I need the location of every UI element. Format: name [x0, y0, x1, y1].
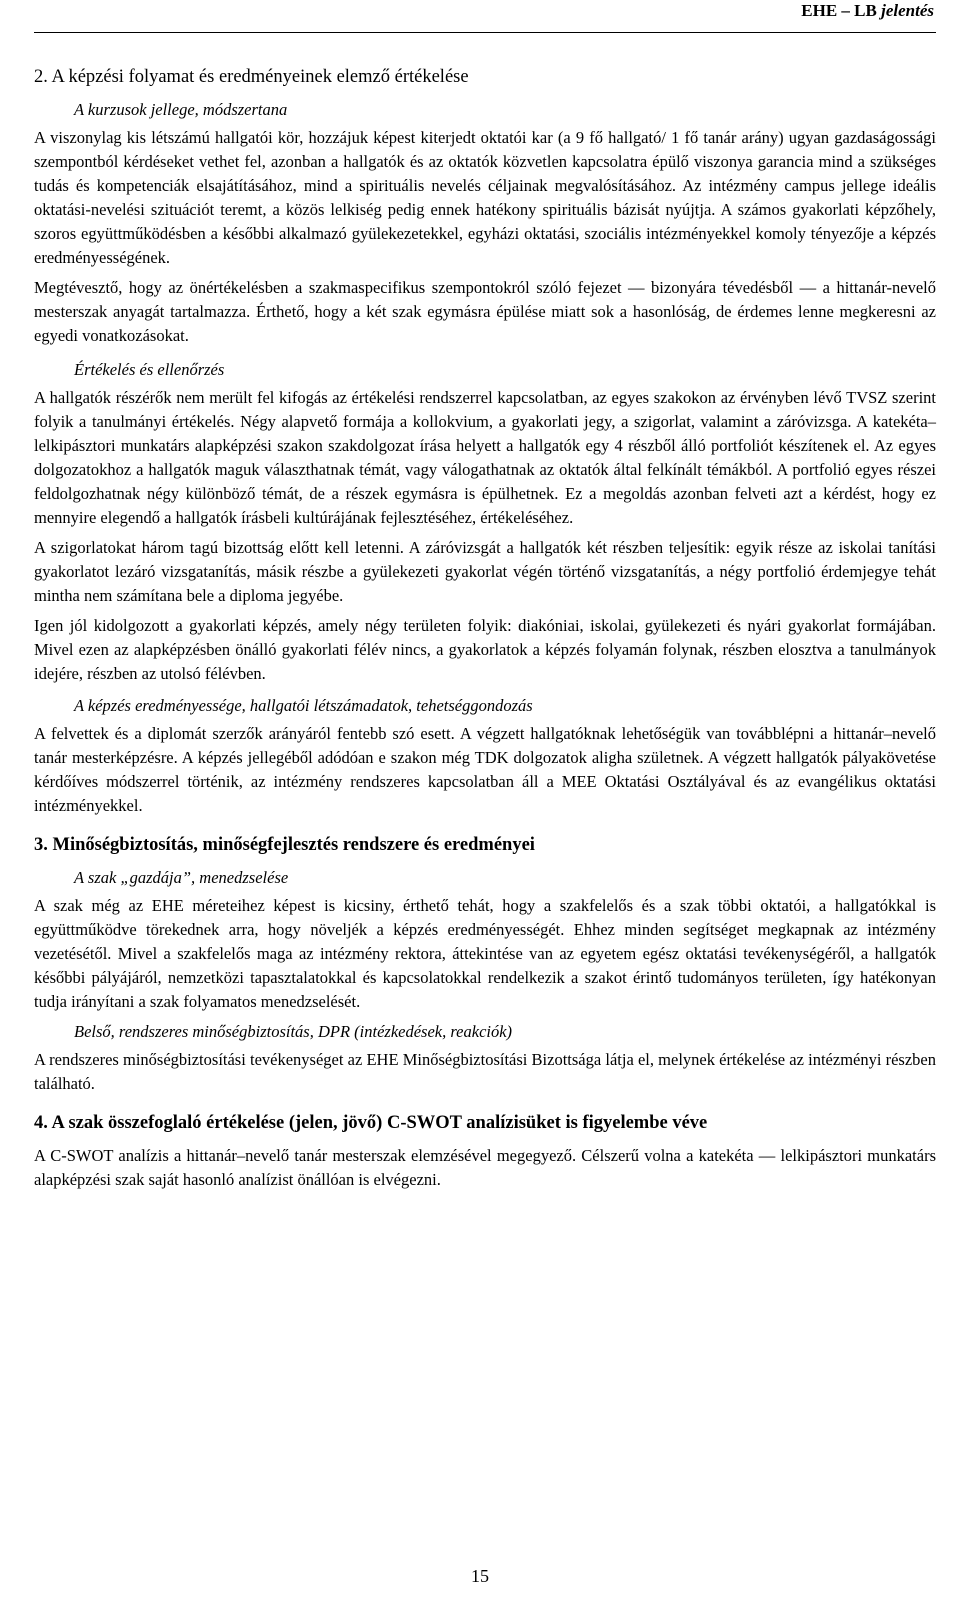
section-3-subheading-owner: A szak „gazdája”, menedzselése — [74, 868, 289, 887]
page-number: 15 — [471, 1566, 489, 1586]
section-2-title: 2. A képzési folyamat és eredményeinek elemző értékelése — [34, 67, 469, 87]
section-3-title: 3. Minőségbiztosítás, minőségfejlesztés rendszere és eredményei — [34, 835, 535, 855]
section-3-subheading-quality: Belső, rendszeres minőségbiztosítás, DPR (intézkedések, reakciók) — [74, 1022, 513, 1041]
section-3-paragraph-2: A rendszeres minőségbiztosítási tevékenységet az EHE Minőségbiztosítási Bizottsága látja el, melynek értékelése az intézményi részben található. — [34, 1050, 936, 1093]
document-body — [34, 64, 936, 1198]
section-2-subheading-evaluation: Értékelés és ellenőrzés — [74, 360, 225, 379]
section-2-paragraph-5: Igen jól kidolgozott a gyakorlati képzés, amely négy területen folyik: diakóniai, iskolai, gyülekezeti és nyári gyakorlat formájában. Mivel ezen az alapképzésben önálló gyakorlati félév nincs, a gyakorlatok a képzés folyamán folynak, részben elosztva a tanulmányok idejére, részben az utolsó félévben. — [34, 616, 936, 683]
page-header — [0, 0, 960, 34]
section-4-paragraph-1: A C-SWOT analízis a hittanár–nevelő tanár mesterszak elemzésével megegyező. Célszerű volna a katekéta — lelkipásztori munkatárs alapképzési szak saját hasonló analízist önállóan is elvégezni. — [34, 1146, 936, 1189]
section-2-subheading-courses: A kurzusok jellege, módszertana — [74, 100, 288, 119]
section-2-paragraph-2: Megtévesztő, hogy az önértékelésben a szakmaspecifikus szempontokról szóló fejezet — bizonyára tévedésből — a hittanár-nevelő mesterszak anyagát tartalmazza. Érthető, hogy a két szak egymásra épülése miatt sok a hasonlóság, de érdemes lenne megkeresni az egyedi vonatkozásokat. — [34, 278, 936, 345]
section-4-title: 4. A szak összefoglaló értékelése (jelen, jövő) C-SWOT analízisüket is figyelembe véve — [34, 1113, 708, 1133]
header-divider — [34, 32, 936, 33]
section-2-subheading-results: A képzés eredményessége, hallgatói létszámadatok, tehetséggondozás — [74, 696, 533, 715]
section-2-paragraph-3: A hallgatók részérők nem merült fel kifogás az értékelési rendszerrel kapcsolatban, az egyes szakokon az érvényben lévő TVSZ szerint folyik a tanulmányi értékelés. Négy alapvető formája a kollokvium, a gyakorlati jegy, a szigorlat, valamint a záróvizsga. A katekéta–lelkipásztori munkatárs alapképzési szakon szakdolgozat írása helyett a hallgatók egy 4 részből álló portfoliót készítenek el. Az egyes dolgozatokhoz a hallgatók maguk választhatnak témát, vagy válogathatnak az oktatók által felkínált témákból. A portfolió egyes részei feldolgozhatnak négy különböző témát, de a részek egymásra is épülhetnek. Ez a megoldás azonban felveti azt a kérdést, hogy ez mennyire elegendő a hallgatók írásbeli kultúrájának fejlesztéséhez, értékeléséhez. — [34, 388, 936, 527]
section-2-paragraph-1: A viszonylag kis létszámú hallgatói kör, hozzájuk képest kiterjedt oktatói kar (a 9 fő hallgató/ 1 fő tanár arány) ugyan gazdaságossági szempontból kérdéseket vethet fel, azonban a hallgatók és az oktatók közvetlen kapcsolatra épülő viszonya garancia mind a szükséges tudás és kompetenciák elsajátításához, mind a spirituális nevelés céljainak megvalósításához. Az intézmény campus jellege ideális oktatási-nevelési szituációt teremt, a közös lelkiség pedig ennek hatékony spirituális bázisát nyújtja. A számos gyakorlati képzőhely, szoros együttműködésben a későbbi alkalmazó gyülekezetekkel, egyházi oktatási, szociális intézményekkel komoly tényezője a képzés eredményességének. — [34, 128, 936, 267]
header-doc-code: EHE – LB — [801, 1, 877, 20]
section-2-paragraph-6: A felvettek és a diplomát szerzők arányáról fentebb szó esett. A végzett hallgatóknak lehetőségük van továbblépni a hittanár–nevelő tanár mesterképzésre. A képzés jellegéből adódóan e szakon még TDK dolgozatok aligha születnek. A végzett hallgatók pályakövetése kérdőíves módszerrel történik, az intézmény rendszeres kapcsolatban áll a MEE Oktatási Osztályával és az evangélikus oktatási intézményekkel. — [34, 724, 936, 815]
section-2-paragraph-4: A szigorlatokat három tagú bizottság előtt kell letenni. A záróvizsgát a hallgatók két részben teljesítik: egyik része az iskolai tanítási gyakorlatot lezáró vizsgatanítás, másik részbe a gyülekezeti gyakorlat végén történő vizsgatanítás, a négy portfolió érdemjegye tehát mintha nem számítana bele a diploma jegyébe. — [34, 538, 936, 605]
section-3-paragraph-1: A szak még az EHE méreteihez képest is kicsiny, érthető tehát, hogy a szakfelelős és a szak többi oktatói, a hallgatókkal is együttműködve törekednek arra, hogy növeljék a képzés eredményességét. Ehhez minden segítséget megkapnak az intézmény vezetésétől. Mivel a szakfelelős maga az intézmény rektora, áttekintése van az egyetem egész oktatási tevékenységéről, a hallgatók későbbi pályájáról, nemzetközi tapasztalatokkal és kapcsolatokkal rendelkezik a szakot érintő tudományos területen, így hatékonyan tudja irányítani a szak folyamatos menedzselését. — [34, 896, 936, 1011]
header-doc-sub: jelentés — [881, 1, 934, 20]
running-header — [801, 1, 934, 21]
